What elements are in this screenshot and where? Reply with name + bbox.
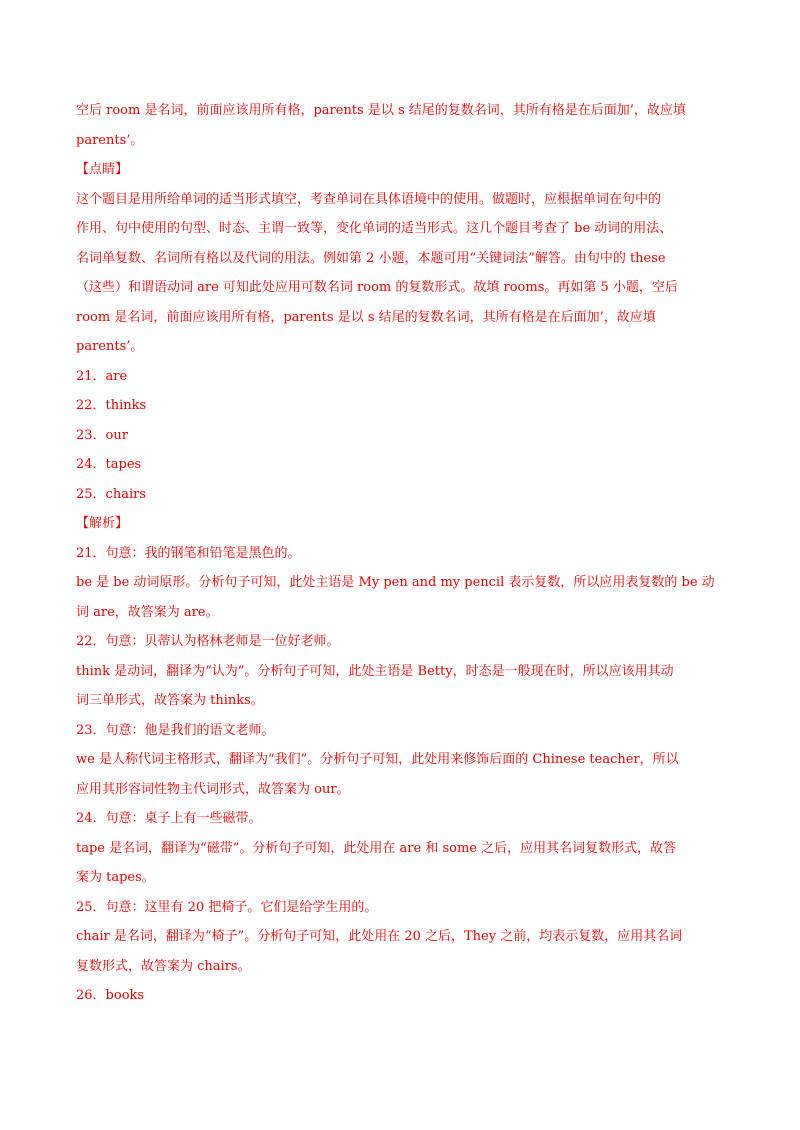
text-line: 词 are，故答案为 are。 — [76, 604, 219, 620]
answer-item: 21．are — [76, 368, 128, 384]
text-line: 作用、句中使用的句型、时态、主谓一致等，变化单词的适当形式。这几个题目考查了 be 动词的用法、 — [76, 221, 673, 236]
text-line: 23．句意：他是我们的语文老师。 — [76, 722, 275, 738]
answer-item: 26．books — [76, 988, 145, 1003]
answer-explanation-text — [76, 96, 726, 1011]
text-line: 这个题目是用所给单词的适当形式填空，考查单词在具体语境中的使用。做题时，应根据单词在句中的 — [76, 191, 662, 207]
text-line: 25．句意：这里有 20 把椅子。它们是给学生用的。 — [76, 899, 378, 915]
section-heading-jiexi: 【解析】 — [76, 516, 129, 531]
text-line: chair 是名词，翻译为“椅子”。分析句子可知，此处用在 20 之后，They 之前，均表示复数，应用其名词 — [76, 929, 683, 944]
section-heading-dianjing: 【点睛】 — [76, 162, 129, 177]
text-line: 案为 tapes。 — [76, 870, 155, 885]
answer-item: 25．chairs — [76, 486, 146, 502]
answer-item: 22．thinks — [76, 398, 147, 413]
text-line: think 是动词，翻译为“认为”。分析句子可知，此处主语是 Betty，时态是一般现在时，所以应该用其动 — [76, 663, 674, 679]
text-line: 复数形式，故答案为 chairs。 — [76, 958, 251, 974]
text-line: 词三单形式，故答案为 thinks。 — [76, 693, 264, 708]
text-line: 空后 room 是名词，前面应该用所有格，parents 是以 s 结尾的复数名词，其所有格是在后面加’，故应填 — [76, 103, 686, 118]
text-line: 名词单复数、名词所有格以及代词的用法。例如第 2 小题，本题可用“关键词法”解答。由句中的 these — [76, 250, 666, 266]
text-line: be 是 be 动词原形。分析句子可知，此处主语是 My pen and my pencil 表示复数，所以应用表复数的 be 动 — [76, 575, 715, 590]
text-line: tape 是名词，翻译为“磁带”。分析句子可知，此处用在 are 和 some 之后，应用其名词复数形式，故答 — [76, 840, 677, 856]
text-line: 21．句意：我的钢笔和铅笔是黑色的。 — [76, 545, 301, 561]
text-line: parents’。 — [76, 132, 144, 148]
answer-item: 24．tapes — [76, 457, 142, 472]
text-line: parents’。 — [76, 339, 144, 354]
text-line: 22．句意：贝蒂认为格林老师是一位好老师。 — [76, 634, 340, 649]
text-line: 24．句意：桌子上有一些磁带。 — [76, 811, 262, 826]
text-line: （这些）和谓语动词 are 可知此处应用可数名词 room 的复数形式。故填 rooms。再如第 5 小题，空后 — [76, 280, 678, 295]
text-line: 应用其形容词性物主代词形式，故答案为 our。 — [76, 781, 350, 797]
answer-item: 23．our — [76, 427, 128, 443]
text-line: we 是人称代词主格形式，翻译为“我们”。分析句子可知，此处用来修饰后面的 Chinese teacher，所以 — [76, 752, 679, 767]
text-line: room 是名词，前面应该用所有格，parents 是以 s 结尾的复数名词，其所有格是在后面加’，故应填 — [76, 309, 656, 325]
